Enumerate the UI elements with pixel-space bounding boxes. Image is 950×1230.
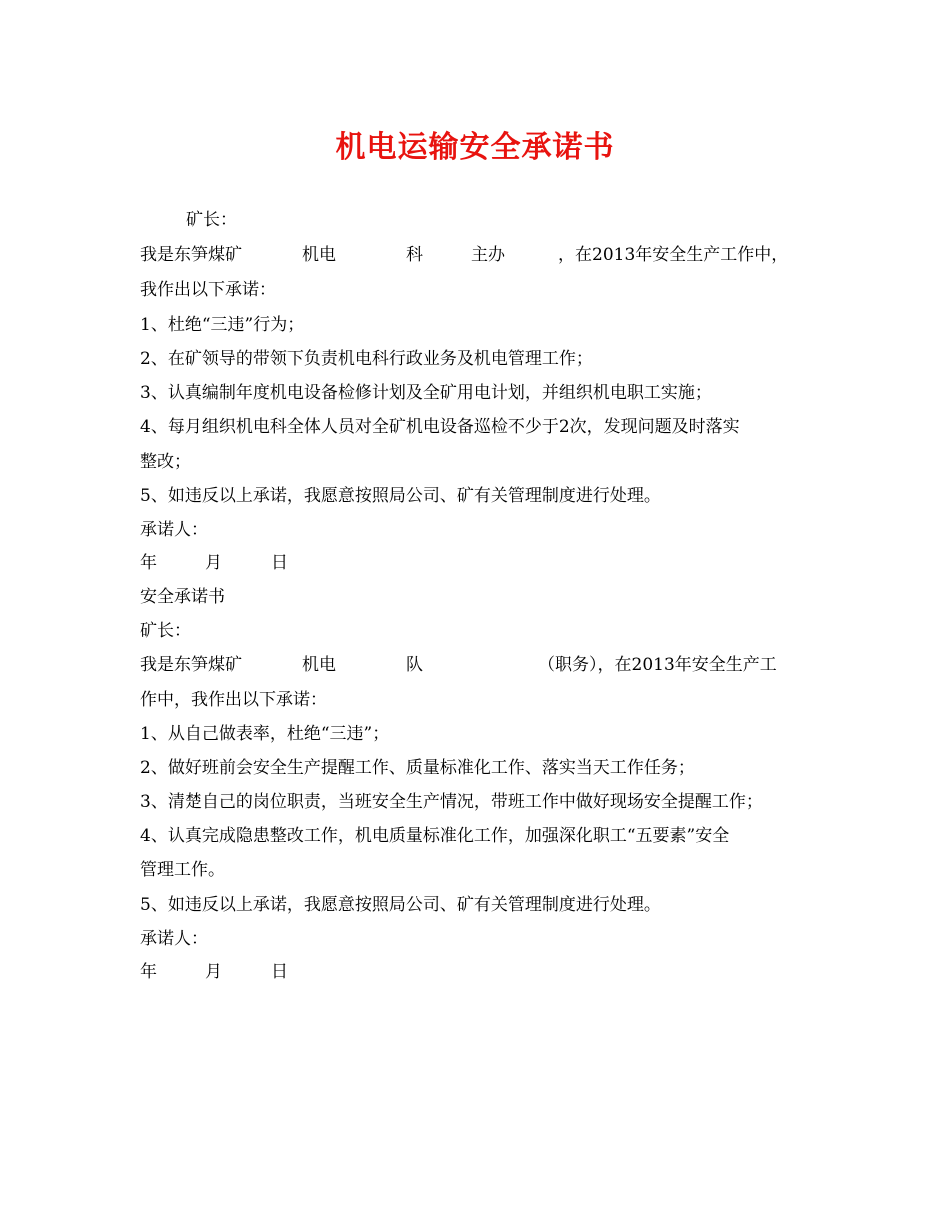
greeting-1: 矿长： bbox=[186, 210, 237, 230]
section-2-heading: 安全承诺书 bbox=[140, 587, 225, 607]
s1-item-4: 4、每月组织机电科全体人员对全矿机电设备巡检不少于2次，发现问题及时落实 bbox=[140, 417, 740, 437]
signer-label-1: 承诺人： bbox=[140, 520, 208, 540]
date-1-year: 年 bbox=[140, 553, 157, 573]
date-2-month: 月 bbox=[205, 962, 222, 982]
signer-label-2: 承诺人： bbox=[140, 929, 208, 949]
date-2-day: 日 bbox=[271, 962, 288, 982]
s2-item-4-continuation: 管理工作。 bbox=[140, 860, 225, 880]
date-1-month: 月 bbox=[205, 553, 222, 573]
date-1-day: 日 bbox=[271, 553, 288, 573]
s2-item-3: 3、清楚自己的岗位职责，当班安全生产情况，带班工作中做好现场安全提醒工作； bbox=[140, 792, 763, 812]
intro-1-part-3: 科 bbox=[406, 245, 423, 265]
intro-1-part-2: 机电 bbox=[302, 245, 336, 265]
greeting-2: 矿长： bbox=[140, 621, 191, 641]
s2-item-5: 5、如违反以上承诺，我愿意按照局公司、矿有关管理制度进行处理。 bbox=[140, 895, 661, 915]
intro-2-part-4: （职务），在2013年安全生产工 bbox=[538, 655, 777, 675]
intro-2-part-3: 队 bbox=[406, 655, 423, 675]
intro-2-part-1: 我是东笋煤矿 bbox=[140, 655, 242, 675]
s2-item-4: 4、认真完成隐患整改工作，机电质量标准化工作，加强深化职工“五要素”安全 bbox=[140, 826, 730, 846]
intro-1-continuation: 我作出以下承诺： bbox=[140, 280, 276, 300]
s1-item-3: 3、认真编制年度机电设备检修计划及全矿用电计划，并组织机电职工实施； bbox=[140, 383, 712, 403]
document-title: 机电运输安全承诺书 bbox=[335, 130, 615, 165]
s1-item-5: 5、如违反以上承诺，我愿意按照局公司、矿有关管理制度进行处理。 bbox=[140, 486, 661, 506]
date-2-year: 年 bbox=[140, 962, 157, 982]
intro-1-part-5: ，在2013年安全生产工作中， bbox=[558, 245, 789, 265]
intro-2-continuation: 作中，我作出以下承诺： bbox=[140, 690, 327, 710]
intro-1-part-1: 我是东笋煤矿 bbox=[140, 245, 242, 265]
intro-2-part-2: 机电 bbox=[302, 655, 336, 675]
s2-item-1: 1、从自己做表率，杜绝“三违”； bbox=[140, 724, 390, 744]
s2-item-2: 2、做好班前会安全生产提醒工作、质量标准化工作、落实当天工作任务； bbox=[140, 758, 695, 778]
s1-item-4-continuation: 整改； bbox=[140, 452, 191, 472]
s1-item-1: 1、杜绝“三违”行为； bbox=[140, 315, 305, 335]
s1-item-2: 2、在矿领导的带领下负责机电科行政业务及机电管理工作； bbox=[140, 349, 593, 369]
intro-1-part-4: 主办 bbox=[471, 245, 505, 265]
